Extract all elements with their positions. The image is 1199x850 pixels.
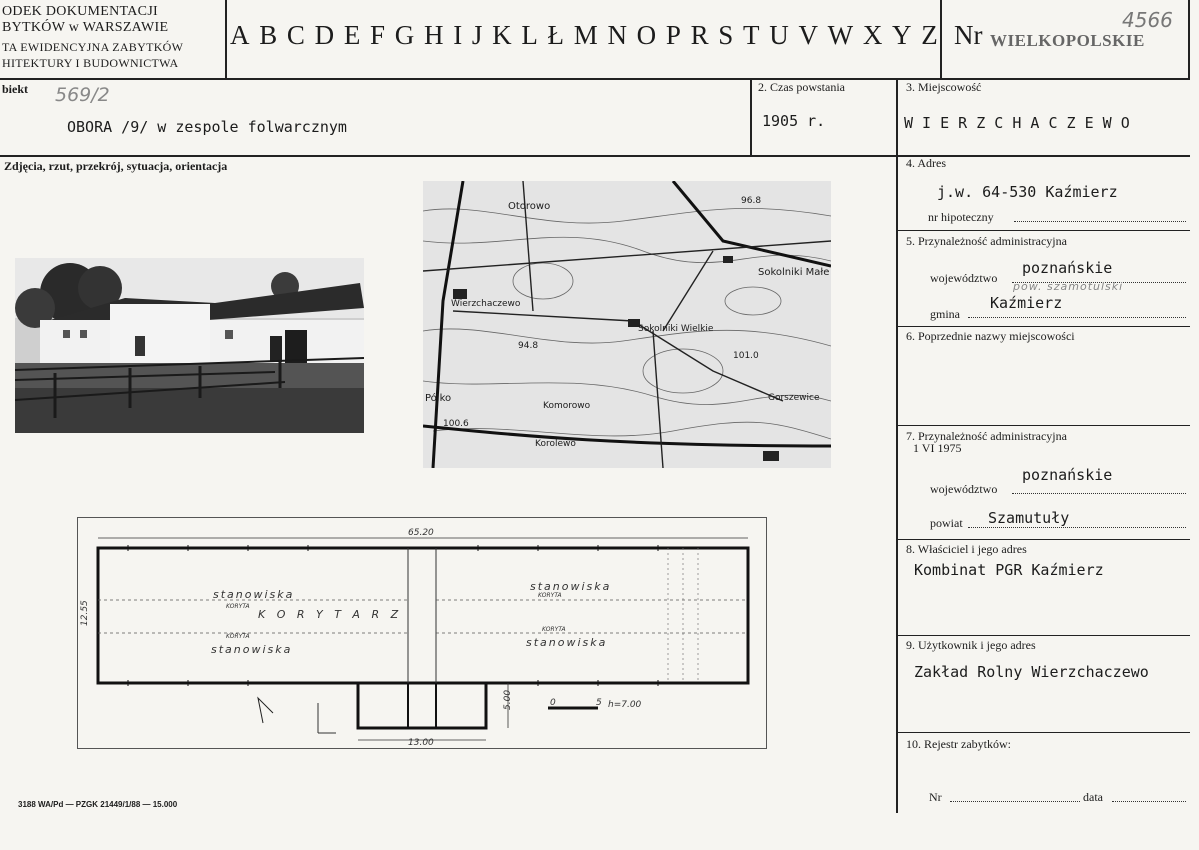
field7-voivodeship-label: województwo [930, 482, 998, 496]
map-height: 101.0 [733, 351, 759, 361]
plan-scale-h: h=7.00 [608, 700, 642, 710]
map-label-sokolniki-wielkie: Sokolniki Wielkie [638, 324, 714, 334]
field5-gmina: Kaźmierz [990, 294, 1063, 312]
plan-room-label: stanowiska [211, 643, 293, 656]
field7-date: 1 VI 1975 [913, 441, 962, 455]
index-letter: M [573, 20, 598, 50]
field2-label: 2. Czas powstania [758, 80, 845, 94]
index-letter: N [607, 20, 627, 50]
plan-room-label: stanowiska [213, 588, 295, 601]
map-label-komorowo: Komorowo [543, 401, 591, 411]
index-letter: U [769, 20, 789, 50]
plan-scale-zero: 0 [550, 698, 556, 708]
field6-label: 6. Poprzednie nazwy miejscowości [906, 329, 1075, 343]
plan-dim-annex-depth: 5.00 [503, 689, 513, 710]
plan-trough-label: KORYTA [538, 592, 562, 599]
plan-room-label: stanowiska [526, 636, 608, 649]
index-letter: G [394, 20, 415, 50]
object-value: OBORA /9/ w zespole folwarcznym [67, 118, 347, 136]
handwritten-ref: 569/2 [55, 84, 110, 106]
floor-plan [77, 517, 767, 749]
index-letters [230, 20, 938, 51]
index-letter: A [230, 20, 250, 50]
index-letter: W [827, 20, 854, 50]
map-height: 100.6 [443, 419, 469, 429]
region-stamp: WIELKOPOLSKIE [990, 31, 1145, 50]
field5-gmina-label: gmina [930, 307, 960, 321]
index-letter: P [665, 20, 681, 50]
field9-label: 9. Użytkownik i jego adres [906, 638, 1036, 652]
institution-line: TA EWIDENCYJNA ZABYTKÓW [2, 40, 184, 54]
index-letter: O [636, 20, 657, 50]
plan-trough-label: KORYTA [542, 626, 566, 633]
plan-room-label: stanowiska [530, 580, 612, 593]
index-letter: L [521, 20, 538, 50]
map-height: 94.8 [518, 341, 539, 351]
plan-dim-width: 12.55 [80, 600, 90, 626]
institution-line: HITEKTURY I BUDOWNICTWA [2, 56, 179, 70]
field5-handwritten-note: pow. szamotulski [1013, 280, 1124, 293]
nr-label: Nr [954, 20, 983, 50]
barn-photo [15, 258, 364, 433]
map-height: 96.8 [741, 196, 762, 206]
plan-corridor-label: K O R Y T A R Z [258, 608, 403, 621]
index-letter: V [798, 20, 818, 50]
field4-sub-label: nr hipoteczny [928, 210, 994, 224]
field7-powiat: Szamutuły [988, 509, 1070, 527]
index-letter: I [453, 20, 463, 50]
plan-trough-label: KORYTA [226, 603, 250, 610]
field4-value: j.w. 64-530 Kaźmierz [937, 183, 1118, 201]
object-label: biekt [2, 82, 29, 96]
index-letter: J [471, 20, 483, 50]
floor-plan-graphic [78, 518, 766, 748]
institution-header [2, 4, 224, 71]
map-graphic [423, 181, 831, 468]
map-label-otorowo: Otorowo [508, 201, 551, 212]
field7-voivodeship: poznańskie [1022, 466, 1113, 484]
plan-scale-five: 5 [596, 698, 602, 708]
field9-value: Zakład Rolny Wierzchaczewo [914, 663, 1149, 681]
map-label-wierzchaczewo: Wierzchaczewo [451, 299, 521, 309]
institution-line: BYTKÓW w WARSZAWIE [2, 20, 169, 35]
field8-label: 8. Właściciel i jego adres [906, 542, 1027, 556]
index-letter: S [718, 20, 734, 50]
index-letter: H [423, 20, 444, 50]
field5-voivodeship-label: województwo [930, 271, 998, 285]
index-letter: T [743, 20, 760, 50]
barn-photo-graphic [15, 258, 364, 433]
map-label-gorszewice: Gorszewice [768, 393, 820, 403]
map-label-polko: Pólko [425, 393, 452, 404]
index-letter: D [314, 20, 335, 50]
field5-voivodeship: poznańskie [1022, 259, 1113, 277]
field3-value: W I E R Z C H A C Z E W O [904, 114, 1130, 132]
map-label-sokolniki-male: Sokolniki Małe [758, 267, 830, 278]
field7-label: 7. Przynależność administracyjna [906, 429, 1067, 443]
plan-dim-annex-width: 13.00 [408, 738, 434, 748]
field10-label: 10. Rejestr zabytków: [906, 737, 1011, 751]
field10-data-label: data [1083, 790, 1103, 804]
topographic-map [423, 181, 831, 468]
index-letter: C [286, 20, 305, 50]
handwritten-number: 4566 [1122, 8, 1173, 32]
field4-label: 4. Adres [906, 156, 946, 170]
footer-print-info: 3188 WA/Pd — PZGK 21449/1/88 — 15.000 [18, 800, 178, 809]
map-label-korolewo: Korolewo [535, 439, 576, 449]
institution-line: ODEK DOKUMENTACJI [2, 4, 159, 19]
index-letter: F [370, 20, 386, 50]
index-letter: Y [892, 20, 912, 50]
index-letter: Ł [547, 20, 565, 50]
index-letter: R [690, 20, 709, 50]
field10-nr-label: Nr [929, 790, 942, 804]
images-label: Zdjęcia, rzut, przekrój, sytuacja, orientacja [4, 159, 228, 173]
field3-label: 3. Miejscowość [906, 80, 982, 94]
index-letter: K [492, 20, 512, 50]
index-letter: X [862, 20, 883, 50]
field7-powiat-label: powiat [930, 516, 963, 530]
field8-value: Kombinat PGR Kaźmierz [914, 561, 1104, 579]
index-letter: Z [921, 20, 938, 50]
plan-trough-label: KORYTA [226, 633, 250, 640]
index-letter: B [259, 20, 278, 50]
index-letter: E [343, 20, 361, 50]
plan-dim-length: 65.20 [408, 528, 434, 538]
field5-label: 5. Przynależność administracyjna [906, 234, 1067, 248]
field2-value: 1905 r. [762, 112, 826, 130]
